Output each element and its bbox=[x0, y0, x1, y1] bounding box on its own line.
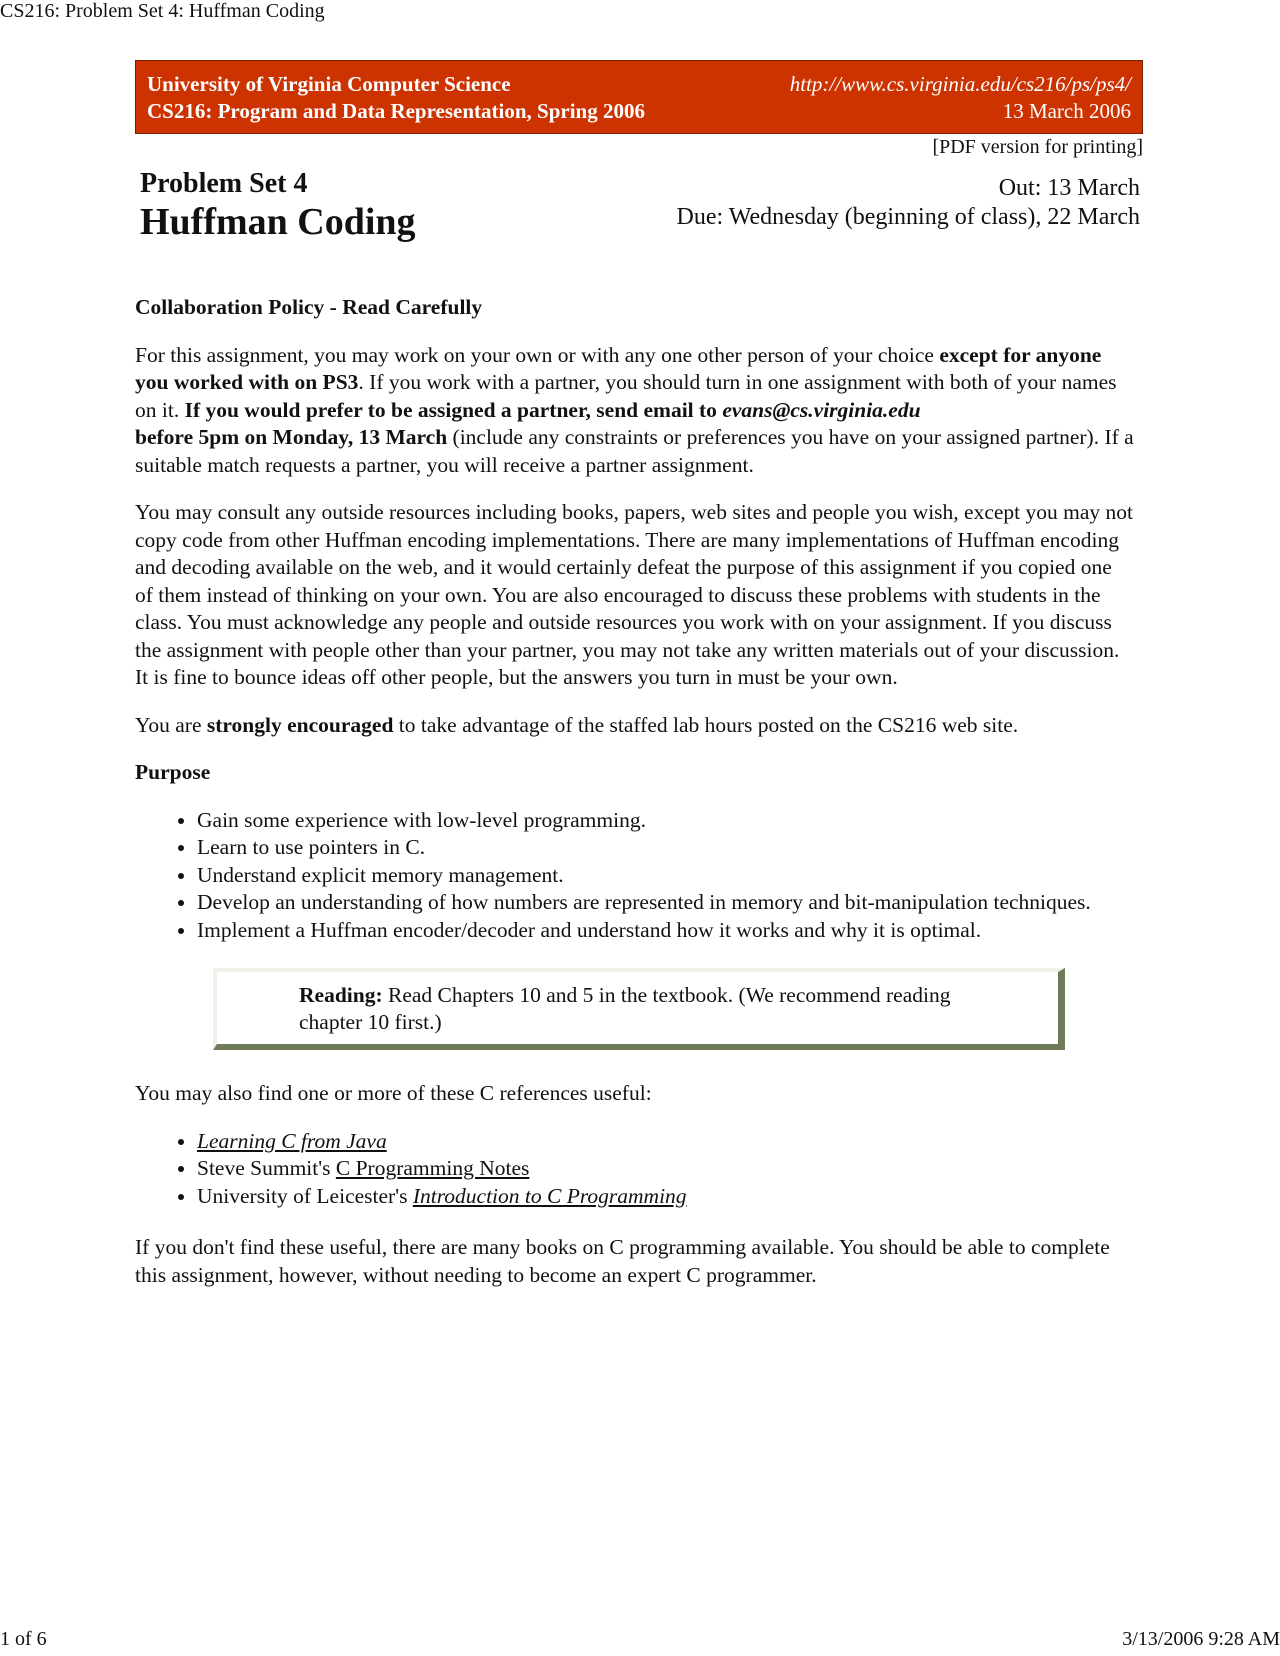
references-intro: You may also find one or more of these C references useful: bbox=[135, 1081, 652, 1105]
text-run-bold: before 5pm on Monday, 13 March bbox=[135, 425, 448, 449]
problem-set-number: Problem Set 4 bbox=[140, 168, 308, 199]
text-run-bold: If you would prefer to be assigned a partner, send email to bbox=[184, 397, 723, 422]
closing-paragraph: If you don't find these useful, there are many books on C programming available. You should be able to complete this assignment, however, without needing to become an expert C programmer. bbox=[135, 1235, 1110, 1287]
page-title: Huffman Coding bbox=[140, 201, 416, 243]
out-date: Out: 13 March bbox=[998, 175, 1140, 201]
course-banner bbox=[135, 60, 1143, 134]
banner-left bbox=[147, 71, 645, 125]
print-page-title: CS216: Problem Set 4: Huffman Coding bbox=[0, 0, 325, 22]
due-date: Due: Wednesday (beginning of class), 22 March bbox=[676, 204, 1140, 230]
due-dates bbox=[677, 174, 1141, 232]
purpose-list bbox=[135, 807, 1135, 945]
list-item: • Implement a Huffman encoder/decoder and understand how it works and why it is optimal. bbox=[197, 917, 1135, 945]
university-name: University of Virginia Computer Science bbox=[147, 72, 511, 96]
list-item: • Gain some experience with low-level programming. bbox=[197, 807, 1135, 835]
text-run: . If you work with a partner, you should turn in one assignment with both of your names on it. bbox=[135, 370, 1117, 422]
references-list bbox=[135, 1128, 1135, 1211]
collaboration-paragraph-3 bbox=[135, 712, 1135, 740]
list-item: • Understand explicit memory management. bbox=[197, 862, 1135, 890]
email-address: evans@cs.virginia.edu bbox=[722, 397, 921, 422]
banner-date: 13 March 2006 bbox=[1002, 99, 1131, 123]
text-run: Steve Summit's bbox=[197, 1156, 336, 1180]
text-run: University of Leicester's bbox=[197, 1183, 413, 1208]
text-run: You are bbox=[135, 712, 207, 737]
list-item: • Learn to use pointers in C. bbox=[197, 834, 1135, 862]
print-timestamp: 3/13/2006 9:28 AM bbox=[1122, 1628, 1280, 1650]
collaboration-heading: Collaboration Policy - Read Carefully bbox=[135, 295, 483, 319]
text-run: For this assignment, you may work on your own or with any one other person of your choice bbox=[135, 342, 940, 367]
page-number: 1 of 6 bbox=[0, 1628, 47, 1650]
list-item bbox=[197, 1128, 1135, 1156]
banner-right bbox=[790, 71, 1131, 125]
text-run: (include any constraints or preferences you have on your assigned partner). If a suitable match requests a partner, you will receive a partner assignment. bbox=[135, 425, 1134, 477]
list-item bbox=[197, 1183, 1135, 1211]
text-run-bold: strongly encouraged bbox=[206, 712, 394, 737]
reading-box bbox=[213, 968, 1065, 1050]
reading-text: Read Chapters 10 and 5 in the textbook. (We recommend reading chapter 10 first.) bbox=[299, 983, 951, 1034]
learning-c-from-java-link[interactable]: Learning C from Java bbox=[197, 1128, 387, 1153]
intro-to-c-programming-link[interactable]: Introduction to C Programming bbox=[412, 1183, 687, 1208]
reading-label: Reading: bbox=[299, 983, 383, 1007]
collaboration-paragraph-2: You may consult any outside resources including books, papers, web sites and people you wish, except you may not copy code from other Huffman encoding implementations. There are many implementations of Huffman encoding and decoding available on the web, and it would certainly defeat the purpose of this assignment if you copied one of them instead of thinking on your own. You are also encouraged to discuss these problems with students in the class. You must acknowledge any people and outside resources you work with on your assignment. If you discuss the assignment with people other than your partner, you may not take any written materials out of your discussion. It is fine to bounce ideas off other people, but the answers you turn in must be your own. bbox=[135, 500, 1133, 689]
collaboration-paragraph-1 bbox=[135, 342, 1135, 480]
pdf-version-link[interactable]: [PDF version for printing] bbox=[932, 136, 1143, 158]
course-url-link[interactable]: http://www.cs.virginia.edu/cs216/ps/ps4/ bbox=[789, 72, 1131, 96]
text-run: to take advantage of the staffed lab hours posted on the CS216 web site. bbox=[393, 712, 1019, 737]
purpose-heading: Purpose bbox=[135, 760, 211, 784]
list-item bbox=[197, 1155, 1135, 1183]
text-run-bold: except for anyone you worked with on PS3 bbox=[135, 342, 1102, 394]
list-item: • Develop an understanding of how numbers are represented in memory and bit-manipulation techniques. bbox=[197, 889, 1135, 917]
main-content bbox=[135, 294, 1135, 1309]
c-programming-notes-link[interactable]: C Programming Notes bbox=[335, 1156, 530, 1180]
course-name: CS216: Program and Data Representation, Spring 2006 bbox=[147, 99, 645, 123]
